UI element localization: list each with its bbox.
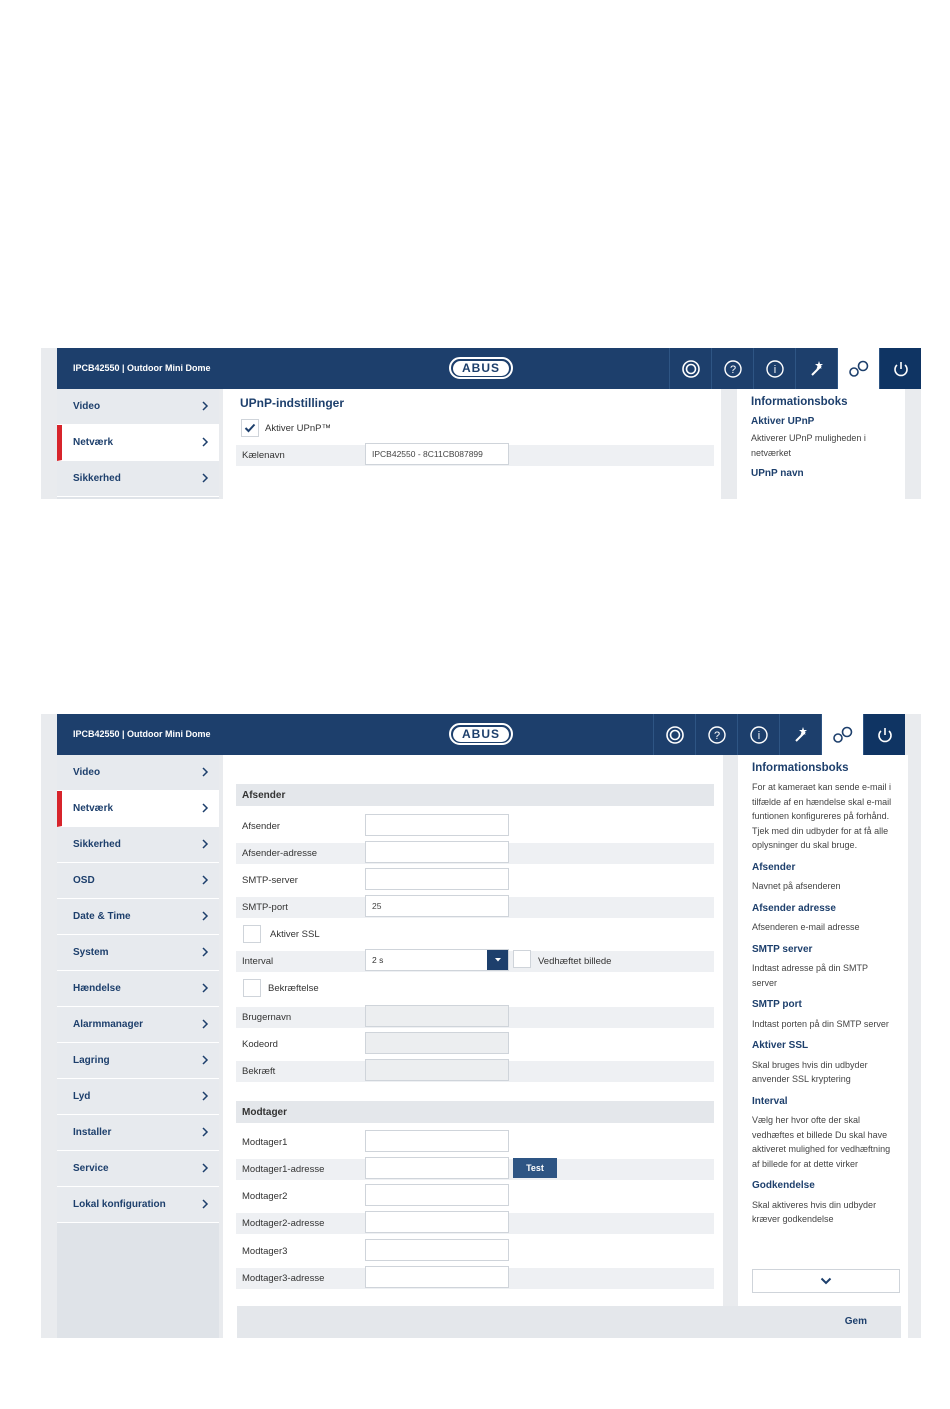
auth-row — [236, 978, 714, 999]
upnp-checkbox[interactable] — [241, 419, 259, 437]
receiver-section-header: Modtager — [236, 1101, 714, 1123]
alias-label: Kælenavn — [242, 450, 285, 461]
chevron-right-icon — [201, 839, 209, 852]
info-text: Indtast porten på din SMTP server — [752, 1018, 889, 1029]
footer-bar — [237, 1306, 901, 1338]
sidebar-item-storage[interactable] — [57, 1043, 219, 1079]
interval-label: Interval — [242, 956, 274, 967]
chevron-right-icon — [201, 1199, 209, 1212]
sidebar-item-label: Sikkerhed — [73, 473, 121, 484]
info-heading: SMTP port — [752, 999, 802, 1010]
info-box — [737, 389, 905, 499]
chevron-down-icon — [820, 1272, 832, 1290]
receiver3-row — [236, 1241, 714, 1262]
interval-select[interactable] — [365, 949, 509, 971]
logo-text: ABUS — [453, 727, 509, 742]
receiver2-row — [236, 1186, 714, 1207]
info-text: Afsenderen e-mail adresse — [752, 922, 860, 932]
info-intro: For at kameraet kan sende e-mail i tilfælde af en hændelse skal e-mail funtionen konfigureres på forhånd. Tjek med din udbyder for at få alle oplysninger du skal bruge. — [752, 782, 892, 850]
sidebar-item-audio[interactable] — [57, 1079, 219, 1115]
sidebar-nav — [57, 389, 219, 499]
receiver3-input[interactable] — [365, 1239, 509, 1261]
confirm-label: Bekræft — [242, 1066, 276, 1077]
sidebar-item-label: Lagring — [73, 1055, 110, 1066]
main-content — [223, 755, 723, 1338]
upnp-row — [236, 418, 714, 439]
sender-address-label: Afsender-adresse — [242, 848, 317, 859]
info-heading: UPnP navn — [751, 468, 804, 479]
sidebar-item-label: Lokal konfiguration — [73, 1199, 166, 1210]
email-screen — [41, 714, 921, 1338]
info-heading: Godkendelse — [752, 1180, 815, 1191]
svg-text:i: i — [757, 729, 760, 742]
confirm-row — [236, 1061, 714, 1082]
smtp-port-input[interactable]: 25 — [365, 895, 509, 917]
logo-text: ABUS — [453, 361, 509, 376]
sidebar-item-osd[interactable] — [57, 863, 219, 899]
password-input[interactable] — [365, 1032, 509, 1054]
upnp-screen — [41, 348, 921, 499]
attach-image-label: Vedhæftet billede — [538, 956, 612, 967]
username-label: Brugernavn — [242, 1012, 292, 1023]
sender-row — [236, 816, 714, 837]
info-scroll-down-button[interactable] — [752, 1269, 900, 1293]
sidebar-item-label: Date & Time — [73, 911, 131, 922]
sidebar-item-network[interactable] — [57, 425, 219, 461]
chevron-right-icon — [201, 1055, 209, 1068]
info-icon[interactable] — [737, 714, 779, 755]
alias-row — [236, 445, 714, 466]
smtp-server-label: SMTP-server — [242, 875, 298, 886]
top-header — [57, 714, 905, 755]
svg-text:?: ? — [729, 363, 736, 376]
alias-input[interactable]: IPCB42550 - 8C11CB087899 — [365, 443, 509, 465]
page-title: UPnP-indstillinger — [240, 396, 345, 410]
ssl-checkbox[interactable] — [243, 925, 261, 943]
receiver2-address-row — [236, 1213, 714, 1234]
sidebar-item-label: Sikkerhed — [73, 839, 121, 850]
wizard-icon[interactable] — [779, 714, 821, 755]
sender-address-row — [236, 843, 714, 864]
camera-icon[interactable] — [669, 348, 711, 389]
info-text: Aktiverer UPnP muligheden i netværket — [751, 433, 866, 458]
info-box-body — [752, 780, 894, 1224]
smtp-server-input[interactable] — [365, 868, 509, 890]
sidebar-item-label: OSD — [73, 875, 95, 886]
attach-image-checkbox[interactable] — [513, 950, 531, 968]
top-header — [57, 348, 921, 389]
info-text: Skal aktiveres hvis din udbyder kræver godkendelse — [752, 1199, 877, 1224]
sidebar-item-service[interactable] — [57, 1151, 219, 1187]
sidebar-item-event[interactable] — [57, 971, 219, 1007]
settings-icon[interactable] — [837, 348, 879, 389]
sidebar-item-label: Video — [73, 767, 101, 778]
sidebar-item-label: Netværk — [73, 437, 114, 448]
save-button[interactable]: Gem — [844, 1316, 867, 1327]
sidebar-item-label: Video — [73, 401, 101, 412]
receiver2-address-input[interactable] — [365, 1211, 509, 1233]
sidebar-item-label: Lyd — [73, 1091, 91, 1102]
chevron-right-icon — [201, 803, 209, 816]
sidebar-item-alarm-manager[interactable] — [57, 1007, 219, 1043]
confirm-input[interactable] — [365, 1059, 509, 1081]
sidebar-item-label: Alarmmanager — [73, 1019, 144, 1030]
sidebar-item-label: Hændelse — [73, 983, 121, 994]
sidebar-item-installer[interactable] — [57, 1115, 219, 1151]
chevron-right-icon — [201, 473, 209, 486]
ssl-label: Aktiver SSL — [270, 929, 320, 940]
password-row — [236, 1034, 714, 1055]
device-title: IPCB42550 | Outdoor Mini Dome — [73, 729, 211, 739]
info-text: Navnet på afsenderen — [752, 881, 841, 891]
smtp-server-row — [236, 870, 714, 891]
password-label: Kodeord — [242, 1039, 278, 1050]
receiver2-address-label: Modtager2-adresse — [242, 1218, 325, 1229]
info-text: Skal bruges hvis din udbyder anvender SSL kryptering — [752, 1059, 868, 1084]
auth-label: Bekræftelse — [268, 983, 319, 994]
info-heading: Aktiver UPnP — [751, 416, 815, 427]
auth-checkbox[interactable] — [243, 979, 261, 997]
wizard-icon[interactable] — [795, 348, 837, 389]
info-heading: Afsender — [752, 861, 796, 873]
camera-icon[interactable] — [653, 714, 695, 755]
sidebar-item-video[interactable] — [57, 389, 219, 425]
info-heading: SMTP server — [752, 943, 813, 955]
svg-text:?: ? — [713, 729, 720, 742]
interval-row — [236, 951, 714, 972]
receiver3-label: Modtager3 — [242, 1246, 288, 1257]
help-icon[interactable] — [711, 348, 753, 389]
sidebar-item-video[interactable] — [57, 755, 219, 791]
power-icon[interactable] — [863, 714, 905, 755]
interval-value: 2 s — [372, 955, 384, 965]
upnp-checkbox-label: Aktiver UPnP™ — [265, 423, 331, 434]
info-text: Vælg her hvor ofte der skal vedhæftes et billede Du skal have aktiveret mulighed for vedhæftning af billede for at dette virker — [752, 1115, 891, 1169]
settings-icon[interactable] — [821, 714, 863, 755]
sender-address-input[interactable] — [365, 841, 509, 863]
sidebar-item-local-config[interactable] — [57, 1187, 219, 1223]
username-input[interactable] — [365, 1005, 509, 1027]
sidebar-item-security[interactable] — [57, 461, 219, 497]
sidebar-item-label: Service — [73, 1163, 109, 1174]
sender-label: Afsender — [242, 821, 281, 832]
smtp-port-label: SMTP-port — [242, 902, 288, 913]
chevron-down-icon[interactable] — [487, 950, 508, 970]
receiver2-label: Modtager2 — [242, 1191, 288, 1202]
chevron-right-icon — [201, 1019, 209, 1032]
receiver1-address-input[interactable] — [365, 1157, 509, 1179]
username-row — [236, 1007, 714, 1028]
info-box-title: Informationsboks — [751, 396, 848, 408]
info-icon[interactable] — [753, 348, 795, 389]
smtp-port-row — [236, 897, 714, 918]
sidebar-item-label: Installer — [73, 1127, 112, 1138]
sidebar-item-label: System — [73, 947, 109, 958]
device-title: IPCB42550 | Outdoor Mini Dome — [73, 363, 211, 373]
info-text: Indtast adresse på din SMTP server — [752, 963, 868, 988]
sidebar-item-date-time[interactable] — [57, 899, 219, 935]
sidebar-nav — [57, 755, 219, 1338]
abus-logo — [449, 357, 513, 379]
chevron-right-icon — [201, 437, 209, 450]
sidebar-item-network[interactable] — [57, 791, 219, 827]
sender-input[interactable] — [365, 814, 509, 836]
power-icon[interactable] — [879, 348, 921, 389]
chevron-right-icon — [201, 1091, 209, 1104]
receiver3-address-label: Modtager3-adresse — [242, 1273, 325, 1284]
chevron-right-icon — [201, 401, 209, 414]
chevron-right-icon — [201, 875, 209, 888]
chevron-right-icon — [201, 1127, 209, 1140]
sidebar-item-system[interactable] — [57, 935, 219, 971]
help-icon[interactable] — [695, 714, 737, 755]
abus-logo — [449, 723, 513, 745]
receiver2-input[interactable] — [365, 1184, 509, 1206]
receiver3-address-row — [236, 1268, 714, 1289]
chevron-right-icon — [201, 767, 209, 780]
receiver1-row — [236, 1132, 714, 1153]
receiver1-address-label: Modtager1-adresse — [242, 1164, 325, 1175]
sender-section-header: Afsender — [236, 784, 714, 806]
ssl-row — [236, 924, 714, 945]
info-box — [738, 755, 908, 1338]
info-box-title: Informationsboks — [752, 762, 849, 774]
info-heading: Aktiver SSL — [752, 1040, 809, 1051]
info-heading: Afsender adresse — [752, 902, 836, 914]
svg-text:i: i — [773, 363, 776, 376]
sidebar-item-label: Netværk — [73, 803, 114, 814]
chevron-right-icon — [201, 1163, 209, 1176]
receiver3-address-input[interactable] — [365, 1266, 509, 1288]
chevron-right-icon — [201, 947, 209, 960]
test-button[interactable]: Test — [513, 1158, 557, 1178]
receiver1-label: Modtager1 — [242, 1137, 288, 1148]
info-heading: Interval — [752, 1095, 788, 1107]
receiver1-address-row — [236, 1159, 714, 1180]
chevron-right-icon — [201, 983, 209, 996]
sidebar-item-security[interactable] — [57, 827, 219, 863]
receiver1-input[interactable] — [365, 1130, 509, 1152]
main-content — [223, 389, 721, 499]
chevron-right-icon — [201, 911, 209, 924]
